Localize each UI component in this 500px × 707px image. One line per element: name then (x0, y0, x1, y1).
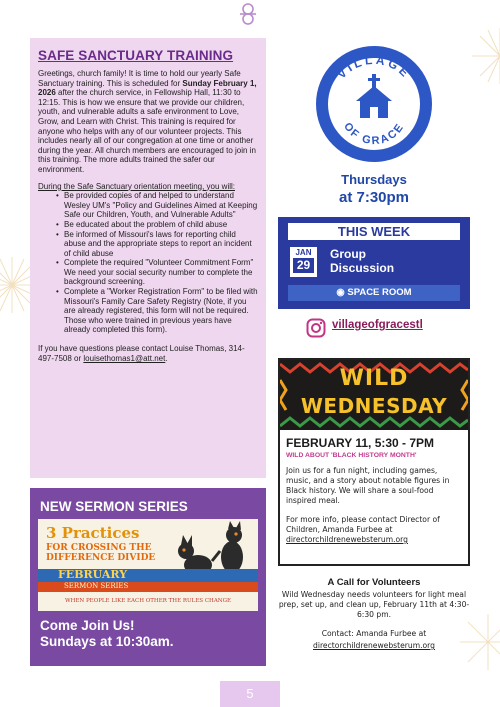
list-item: • Complete the required "Volunteer Commitment Form" We need your social security number to complete the background screening. (56, 258, 258, 287)
event-location: ◉ SPACE ROOM (288, 285, 460, 301)
logo-text-bottom: OF GRACE (341, 120, 407, 148)
meeting-time: at 7:30pm (338, 189, 410, 206)
safe-sanctuary-intro: Greetings, church family! It is time to hold our yearly Safe Sanctuary training. This is scheduled for Sunday February 1, 2026 after the church service, in Fellowship Hall, 11:30 to 12:15. This is how we ensure that we provide our children, youth, and vulnerable adults a safe environment to Love, Grow, and Learn with Christ. This training is required for anyone who helps with any of our volunteer projects. This includes nearly all of our congregation at one time or another during the year. All church members are encouraged to join in this training. The more adults trained the safer our environment. (38, 69, 257, 174)
wild-date: FEBRUARY 11, 5:30 - 7PM (286, 436, 435, 450)
list-item: • Be provided copies of and helped to understand Wesley UM's "Policy and Guidelines Aimed at Keeping Safe our Children, Youth, and Vulnerable Adults" (56, 191, 258, 220)
volunteers-email-link[interactable]: directorchildrenewebsterum.org (313, 641, 435, 650)
sermon-series-title: NEW SERMON SERIES (40, 499, 188, 514)
sermon-invite: Come Join Us! Sundays at 10:30am. (40, 618, 174, 649)
this-week-panel (278, 217, 470, 309)
wild-wednesday-panel (278, 358, 470, 566)
banner-headline: 3 Practices (46, 524, 140, 542)
wild-description: Join us for a fun night, including games, music, and a story about notable figures in Black history. We will share a soul-food inspired meal. (286, 466, 450, 505)
meeting-day: Thursdays (341, 172, 407, 187)
event-row (284, 245, 464, 283)
logo-text-top: VILLAGE (334, 52, 414, 82)
starburst-decoration-right (470, 26, 500, 86)
orientation-list (38, 191, 258, 335)
event-date-badge: JAN 29 (290, 247, 317, 277)
training-date: Sunday February 1, 2026 (38, 78, 257, 98)
wild-title-line1: WILD (339, 366, 409, 391)
ornament-icon (232, 0, 264, 26)
wild-subtitle: WILD ABOUT 'BLACK HISTORY MONTH' (286, 452, 417, 459)
safe-sanctuary-panel (30, 38, 266, 478)
volunteers-description: Wild Wednesday needs volunteers for light meal prep, set up, and clean up, February 11th at 4:30- 6:30 pm. (278, 590, 470, 619)
banner-month: FEBRUARY (58, 568, 128, 581)
instagram-icon (306, 318, 326, 338)
volunteers-contact: Contact: Amanda Furbee at (321, 629, 427, 638)
wild-contact: For more info, please contact Director of Children, Amanda Furbee at directorchildrenewebsterum.org (286, 515, 440, 544)
page-number: 5 (220, 681, 280, 707)
sermon-series-panel (30, 488, 266, 666)
list-item: • Complete a "Worker Registration Form" to be filed with Missouri's Family Care Safety Registry (Note, if you are already registered, this form will not be required. Those who were trained in previous years have already completed this form). (56, 287, 258, 335)
event-name: Group Discussion (330, 247, 395, 275)
contact-email-link[interactable]: louisethomas1@att.net (83, 353, 166, 363)
volunteers-panel (278, 573, 470, 665)
safe-sanctuary-contact: If you have questions please contact Louise Thomas, 314-497-7508 or louisethomas1@att.net. (38, 344, 245, 363)
wild-title-line2: WEDNESDAY (300, 394, 448, 418)
safe-sanctuary-title: SAFE SANCTUARY TRAINING (38, 48, 234, 63)
wild-email-link[interactable]: directorchildrenewebsterum.org (286, 535, 408, 544)
this-week-header: THIS WEEK (288, 223, 460, 240)
instagram-handle[interactable]: villageofgracestl (332, 319, 423, 331)
volunteers-title: A Call for Volunteers (327, 577, 421, 588)
wild-wednesday-banner (280, 360, 468, 430)
meeting-times (278, 172, 470, 206)
sermon-banner (38, 519, 258, 611)
list-item: • Be informed of Missouri's laws for reporting child abuse and the appropriate steps to report an incident of child abuse (56, 230, 258, 259)
banner-tagline: WHEN PEOPLE LIKE EACH OTHER THE RULES CHANGE (64, 598, 232, 604)
list-item: • Be educated about the problem of child abuse (56, 220, 258, 230)
village-of-grace-panel (278, 38, 470, 216)
location-pin-icon: ◉ (336, 287, 345, 298)
village-of-grace-logo (314, 44, 434, 164)
banner-series-label: SERMON SERIES (64, 582, 129, 590)
orientation-list-intro: During the Safe Sanctuary orientation meeting, you will: (38, 181, 235, 191)
banner-subheadline: FOR CROSSING THE DIFFERENCE DIVIDE (46, 543, 156, 563)
